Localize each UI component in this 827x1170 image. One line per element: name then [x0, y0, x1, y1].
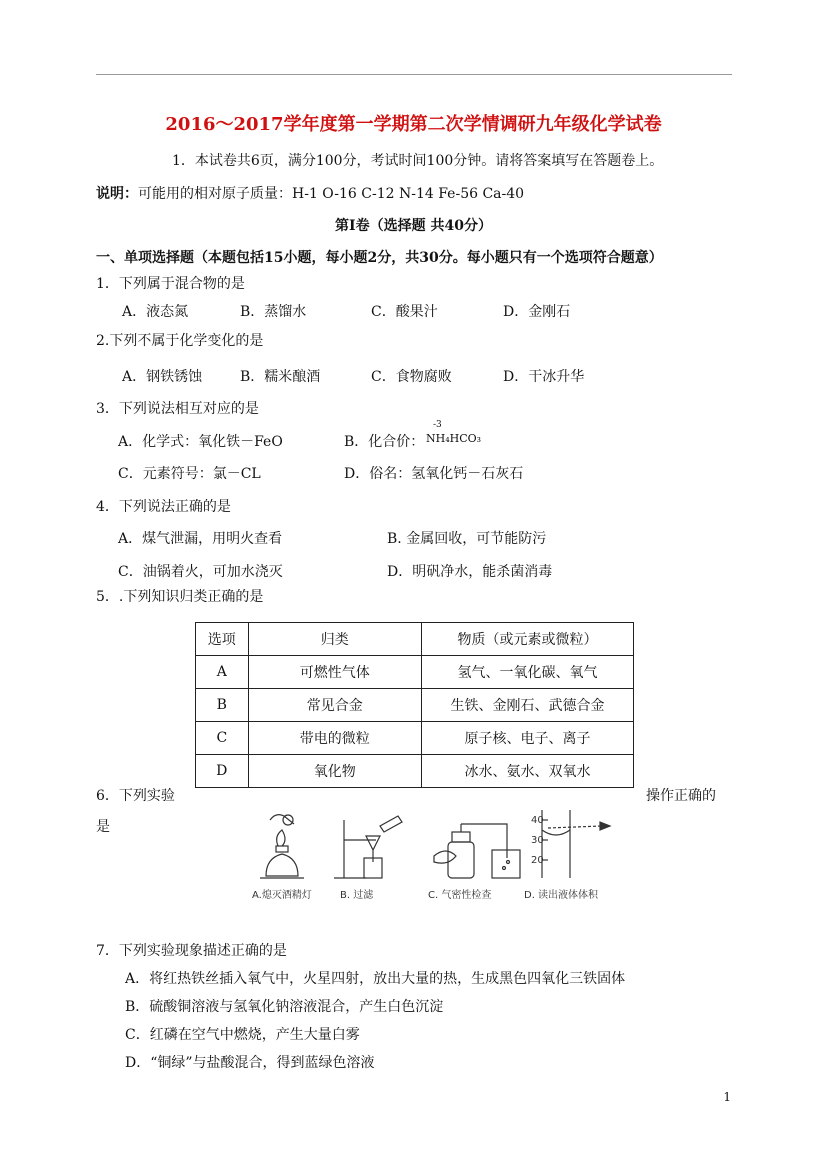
q1-stem: 1．下列属于混合物的是 [96, 276, 245, 292]
filtration-illustration [334, 816, 402, 878]
table-cell: 带电的微粒 [248, 722, 421, 755]
q3-option-d: D．俗名：氢氧化钙－石灰石 [344, 466, 524, 482]
table-row [196, 722, 634, 755]
table-cell: 原子核、电子、离子 [421, 722, 633, 755]
header-category: 归类 [248, 623, 421, 656]
q7-stem: 7．下列实验现象描述正确的是 [96, 943, 287, 959]
table-cell: B [196, 689, 249, 722]
page-number: 1 [723, 1090, 731, 1104]
q4-option-a: A．煤气泄漏，用明火查看 [118, 531, 283, 547]
q3-option-b-label: B．化合价： [344, 434, 425, 450]
q1-option-b: B．蒸馏水 [240, 304, 307, 320]
table-cell: D [196, 755, 249, 788]
q7-option-b: B．硫酸铜溶液与氢氧化钠溶液混合，产生白色沉淀 [125, 999, 444, 1015]
q3-stem: 3．下列说法相互对应的是 [96, 401, 259, 417]
q6-stem-right: 操作正确的 [646, 788, 716, 804]
header-rule [96, 74, 732, 75]
measuring-cylinder-illustration [542, 810, 610, 878]
q2-option-c: C．食物腐败 [371, 369, 452, 385]
q2-stem: 2.下列不属于化学变化的是 [96, 333, 264, 349]
table-cell: A [196, 656, 249, 689]
q6-stem-end: 是 [96, 819, 110, 835]
q2-option-a: A．钢铁锈蚀 [122, 369, 203, 385]
header-option: 选项 [196, 623, 249, 656]
table-cell: 冰水、氨水、双氧水 [421, 755, 633, 788]
classification-table [195, 622, 634, 788]
table-cell: 常见合金 [248, 689, 421, 722]
notice: 1．本试卷共6页，满分100分，考试时间100分钟。请将答案填写在答题卷上。 [172, 153, 664, 169]
table-row [196, 689, 634, 722]
header-substances: 物质（或元素或微粒） [421, 623, 633, 656]
table-cell: 生铁、金刚石、武德合金 [421, 689, 633, 722]
caption-b: B. 过滤 [340, 890, 374, 901]
cylinder-tick-40: 40 [531, 815, 544, 826]
table-row [196, 656, 634, 689]
q4-option-c: C．油锅着火，可加水浇灭 [118, 564, 283, 580]
table-row [196, 755, 634, 788]
atomic-mass-note [96, 183, 524, 203]
q2-option-b: B．糯米酿酒 [240, 369, 321, 385]
q7-option-d: D．“铜绿”与盐酸混合，得到蓝绿色溶液 [125, 1055, 375, 1071]
table-cell: 氧化物 [248, 755, 421, 788]
q2-option-d: D．干冰升华 [503, 369, 585, 385]
note-label: 说明： [96, 186, 138, 202]
experiment-figure [248, 806, 620, 908]
cylinder-tick-20: 20 [531, 855, 544, 866]
table-cell: 氢气、一氧化碳、氧气 [421, 656, 633, 689]
q1-option-a: A．液态氮 [122, 304, 189, 320]
table-cell: 可燃性气体 [248, 656, 421, 689]
part-heading: 一、单项选择题（本题包括15小题，每小题2分，共30分。每小题只有一个选项符合题意） [96, 250, 663, 266]
q5-stem: 5．.下列知识归类正确的是 [96, 589, 264, 605]
q1-option-d: D．金刚石 [503, 304, 571, 320]
q6-stem-left: 6．下列实验 [96, 788, 175, 804]
alcohol-lamp-illustration [260, 815, 304, 878]
section-heading: 第Ⅰ卷（选择题 共40分） [335, 218, 492, 234]
caption-d: D. 读出液体体积 [524, 890, 599, 901]
q3-option-a: A．化学式：氧化铁－FeO [118, 434, 283, 450]
caption-a: A.熄灭酒精灯 [252, 890, 312, 901]
q4-option-b: B. 金属回收，可节能防污 [387, 531, 547, 547]
cylinder-tick-30: 30 [531, 835, 544, 846]
q4-option-d: D．明矾净水，能杀菌消毒 [387, 564, 553, 580]
table-cell: C [196, 722, 249, 755]
caption-c: C. 气密性检查 [428, 890, 492, 901]
note-text: 可能用的相对原子质量：H-1 O-16 C-12 N-14 Fe-56 Ca-40 [138, 186, 525, 202]
q3-option-c: C．元素符号：氯－CL [118, 466, 261, 482]
q3-formula: NH₄HCO₃ [426, 432, 482, 445]
q1-option-c: C．酸果汁 [371, 304, 438, 320]
q4-stem: 4．下列说法正确的是 [96, 499, 231, 515]
exam-title: 2016～2017学年度第一学期第二次学情调研九年级化学试卷 [165, 114, 662, 135]
q7-option-c: C．红磷在空气中燃烧，产生大量白雾 [125, 1027, 360, 1043]
airtightness-illustration [434, 824, 520, 878]
q7-option-a: A．将红热铁丝插入氧气中，火星四射，放出大量的热，生成黑色四氧化三铁固体 [125, 971, 626, 987]
table-header-row [196, 623, 634, 656]
q3-valence-mark: -3 [433, 420, 442, 430]
